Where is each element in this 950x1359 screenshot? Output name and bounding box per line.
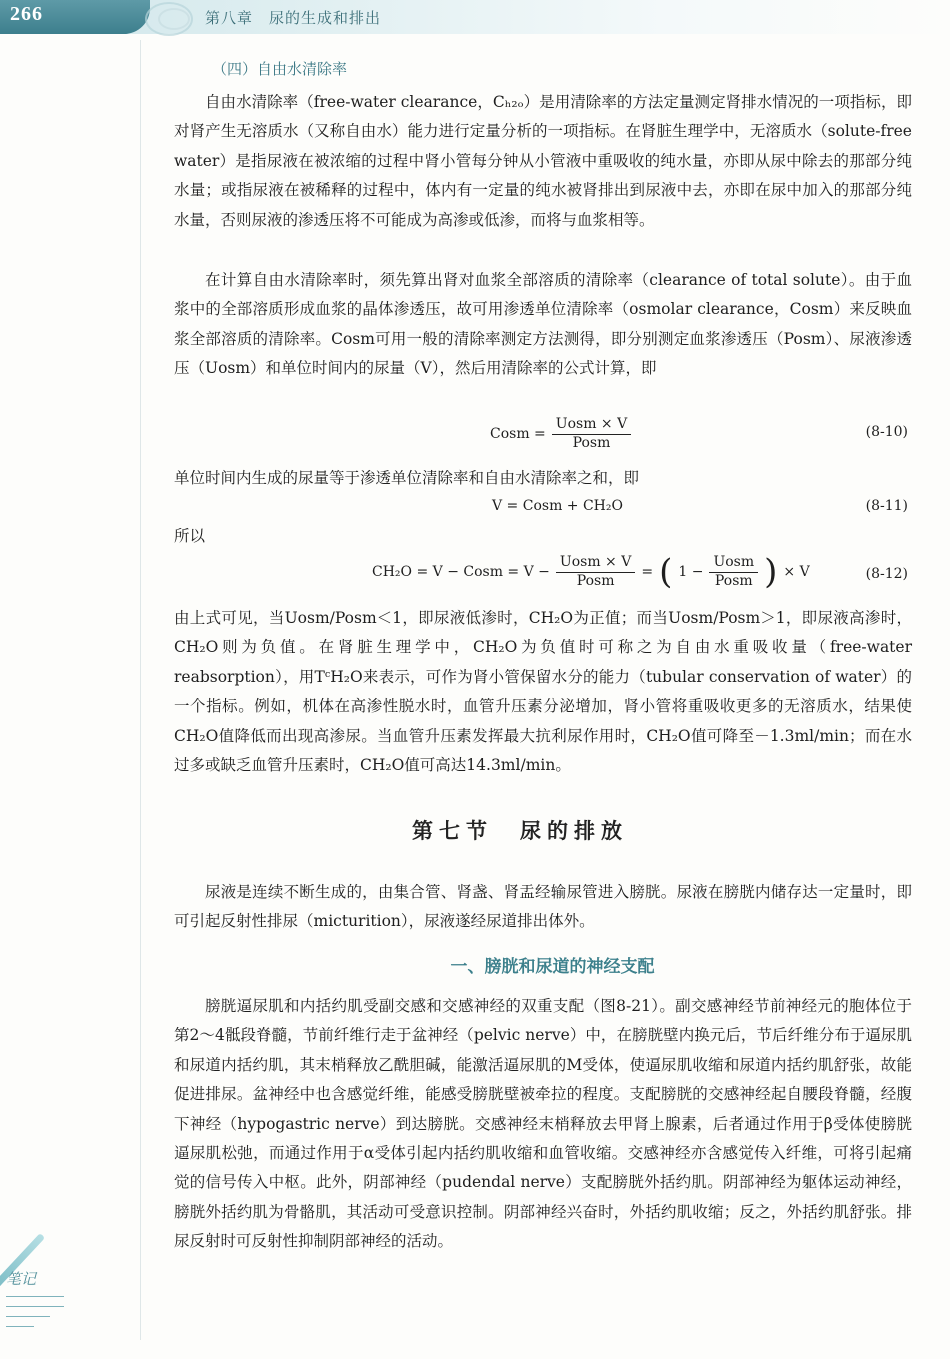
paragraph-nerve-supply: 膀胱逼尿肌和内括约肌受副交感和交感神经的双重支配（图8-21）。副交感神经节前神经元的胞体位于第2～4骶段脊髓，节前纤维行走于盆神经（pelvic nerve）中，在膀胱壁内换元后，节后纤维分布于逼尿肌和尿道内括约肌，其末梢释放乙酰胆碱，能激活逼尿肌的M受体，使逼尿肌收缩和尿道内括约肌舒张，故能促进排尿。盆神经中也含感觉纤维，能感受膀胱壁被牵拉的程度。支配膀胱的交感神经起自腰段脊髓，经腹下神经（hypogastric nerve）到达膀胱。交感神经末梢释放去甲肾上腺素，后者通过作用于β受体使膀胱逼尿肌松弛，而通过作用于α受体引起内括约肌收缩和血管收缩。交感神经亦含感觉传入纤维，可将引起痛觉的信号传入中枢。此外，阴部神经（pudendal nerve）支配膀胱外括约肌。阴部神经为躯体运动神经，膀胱外括约肌为骨骼肌，其活动可受意识控制。阴部神经兴奋时，外括约肌收缩；反之，外括约肌舒张。排尿反射时可反射性抑制阴部神经的活动。 — [174, 997, 912, 1251]
equals-sign: = — [641, 564, 654, 580]
chapter-title: 第八章 尿的生成和排出 — [205, 9, 382, 27]
notes-label: 笔记 — [6, 1270, 37, 1288]
inner-fraction-denominator: Posm — [714, 572, 753, 589]
paragraph-urine-volume: 单位时间内生成的尿量等于渗透单位清除率和自由水清除率之和，即 — [174, 469, 640, 487]
decorative-swirl-icon-inner — [158, 8, 190, 30]
equation-8-10 — [174, 416, 912, 456]
equation-number: (8-10) — [865, 424, 908, 440]
inner-fraction-numerator: Uosm — [709, 554, 758, 573]
equation-lhs: Cosm = — [490, 426, 546, 442]
notes-line — [6, 1296, 64, 1297]
notes-line — [6, 1306, 64, 1307]
paragraph-osmolar-clearance: 在计算自由水清除率时，须先算出肾对血浆全部溶质的清除率（clearance of total solute）。由于血浆中的全部溶质形成血浆的晶体渗透压，故可用渗透单位清除率（osmolar clearance，Cosm）来反映血浆全部溶质的清除率。Cosm可用一般的清除率测定方法测得，即分别测定血浆渗透压（Posm）、尿液渗透压（Uosm）和单位时间内的尿量（V），然后用清除率的公式计算，即 — [174, 271, 912, 378]
margin-divider — [140, 40, 141, 1340]
left-paren: ( — [659, 552, 673, 592]
equation-lhs: CH₂O = V − Cosm = V − — [372, 564, 550, 580]
equation-number: (8-11) — [865, 498, 908, 514]
fraction — [556, 554, 635, 590]
paragraph-therefore: 所以 — [174, 527, 206, 545]
notes-line — [6, 1326, 34, 1327]
notes-line — [6, 1316, 50, 1317]
section-subtitle: 一、膀胱和尿道的神经支配 — [450, 957, 655, 977]
equation-tail: × V — [783, 564, 810, 580]
inner-fraction — [709, 554, 758, 590]
equation-body: V = Cosm + CH₂O — [492, 498, 623, 514]
right-paren: ) — [764, 552, 778, 592]
fraction-numerator: Uosm × V — [556, 554, 635, 573]
fraction-denominator: Posm — [576, 572, 615, 589]
equation-8-11 — [174, 494, 912, 522]
fraction — [552, 416, 631, 452]
section-title: 第七节 尿的排放 — [412, 819, 628, 843]
paragraph-free-water-clearance: 自由水清除率（free-water clearance，Cₕ₂ₒ）是用清除率的方法定量测定肾排水情况的一项指标，即对肾产生无溶质水（又称自由水）能力进行定量分析的一项指标。在肾脏生理学中，无溶质水（solute-free water）是指尿液在被浓缩的过程中肾小管每分钟从小管液中重吸收的纯水量，亦即从尿中除去的那部分纯水量；或指尿液在被稀释的过程中，体内有一定量的纯水被肾排出到尿液中去，亦即在尿中加入的那部分纯水量，否则尿液的渗透压将不可能成为高渗或低渗，而将与血浆相等。 — [174, 93, 912, 229]
paragraph-urine-storage: 尿液是连续不断生成的，由集合管、肾盏、肾盂经输尿管进入膀胱。尿液在膀胱内储存达一定量时，即可引起反射性排尿（micturition），尿液遂经尿道排出体外。 — [174, 883, 912, 931]
paragraph-free-water-reabsorption: 由上式可见，当Uosm/Posm＜1，即尿液低渗时，CH₂O为正值；而当Uosm/Posm＞1，即尿液高渗时，CH₂O则为负值。在肾脏生理学中，CH₂O为负值时可称之为自由水重吸收量（free-water reabsorption），用TᶜH₂O来表示，可作为肾小管保留水分的能力（tubular conservation of water）的一个指标。例如，机体在高渗性脱水时，血管升压素分泌增加，肾小管将重吸收更多的无溶质水，结果使CH₂O值降低而出现高渗尿。当血管升压素发挥最大抗利尿作用时，CH₂O值可降至－1.3ml/min；而在水过多或缺乏血管升压素时，CH₂O值可高达14.3ml/min。 — [174, 609, 912, 775]
fraction-denominator: Posm — [572, 434, 611, 451]
pen-icon — [0, 1233, 45, 1301]
page-number: 266 — [10, 3, 43, 25]
inner-lead: 1 − — [678, 564, 704, 580]
equation-8-12 — [174, 554, 912, 600]
page-number-tab — [0, 0, 150, 34]
equation-number: (8-12) — [865, 566, 908, 582]
fraction-numerator: Uosm × V — [552, 416, 631, 435]
subsection-heading: （四）自由水清除率 — [212, 60, 348, 78]
